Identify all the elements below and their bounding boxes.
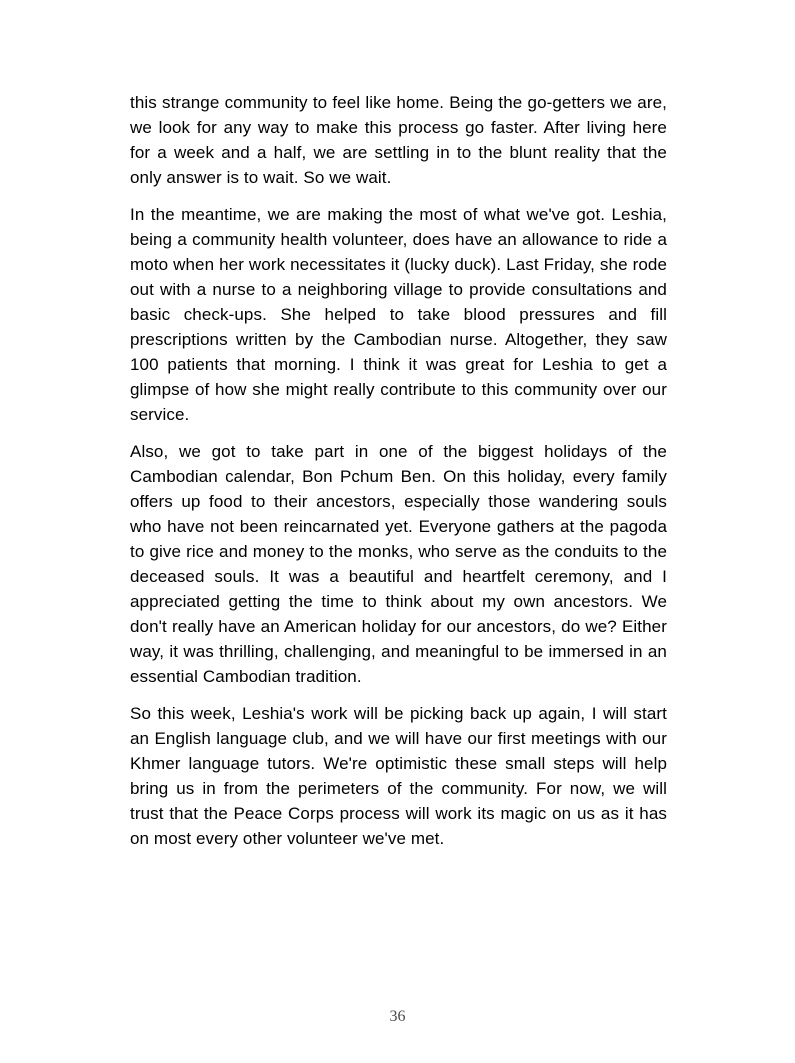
- body-text-block: [130, 90, 667, 863]
- page-footer: [0, 1008, 795, 1026]
- body-paragraph: So this week, Leshia's work will be picking back up again, I will start an English language club, and we will have our first meetings with our Khmer language tutors. We're optimistic these small steps will help bring us in from the perimeters of the community. For now, we will trust that the Peace Corps process will work its magic on us as it has on most every other volunteer we've met.: [130, 704, 667, 848]
- body-paragraph: this strange community to feel like home. Being the go-getters we are, we look for any way to make this process go faster. After living here for a week and a half, we are settling in to the blunt reality that the only answer is to wait. So we wait.: [130, 93, 667, 187]
- body-paragraph: Also, we got to take part in one of the biggest holidays of the Cambodian calendar, Bon Pchum Ben. On this holiday, every family offers up food to their ancestors, especially those wandering souls who have not been reincarnated yet. Everyone gathers at the pagoda to give rice and money to the monks, who serve as the conduits to the deceased souls. It was a beautiful and heartfelt ceremony, and I appreciated getting the time to think about my own ancestors. We don't really have an American holiday for our ancestors, do we? Either way, it was thrilling, challenging, and meaningful to be immersed in an essential Cambodian tradition.: [130, 442, 667, 686]
- page-number: 36: [389, 1008, 406, 1025]
- body-paragraph: In the meantime, we are making the most of what we've got. Leshia, being a community health volunteer, does have an allowance to ride a moto when her work necessitates it (lucky duck). Last Friday, she rode out with a nurse to a neighboring village to provide consultations and basic check-ups. She helped to take blood pressures and fill prescriptions written by the Cambodian nurse. Altogether, they saw 100 patients that morning. I think it was great for Leshia to get a glimpse of how she might really contribute to this community over our service.: [130, 205, 667, 424]
